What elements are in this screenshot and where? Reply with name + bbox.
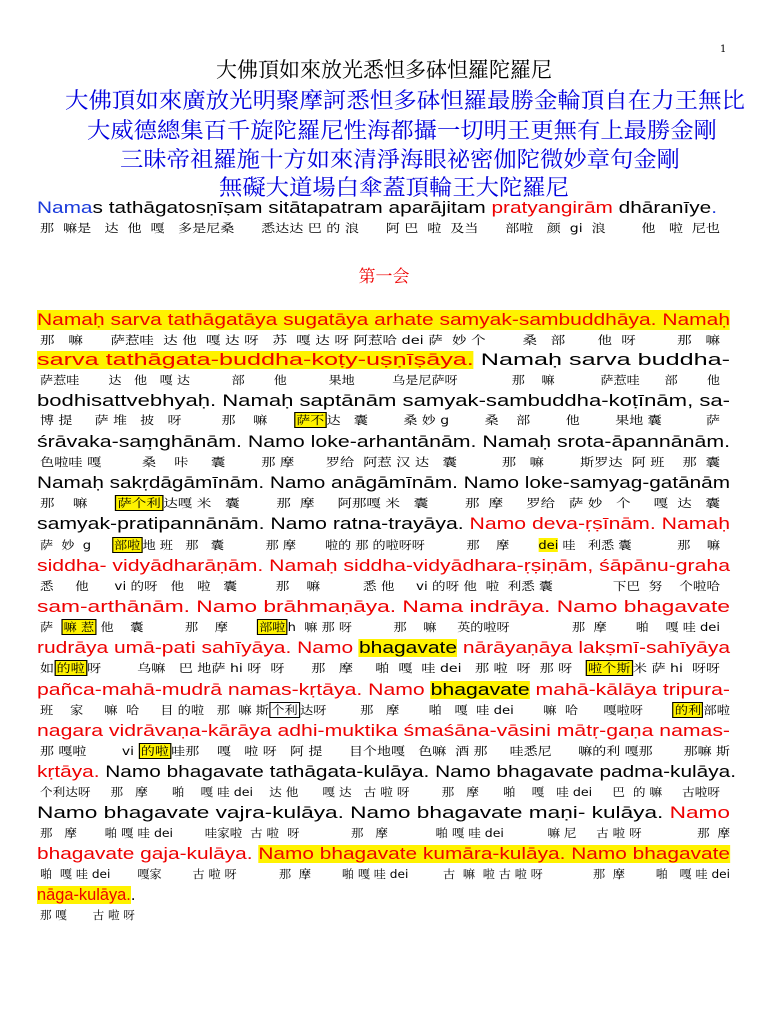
verse-line-8-chinese: 萨 嘛 惹 他 囊 那 摩 部啦 h 嘛 那 呀 那 嘛 英的啦呀 那 摩 啪 嘎 哇 dei bbox=[40, 620, 720, 634]
title-line-4: 無礙大道場白傘蓋頂輪王大陀羅尼 bbox=[218, 176, 569, 201]
verse-line-5: Namaḥ sakṛdāgāmīnām. Namo anāgāmīnām. Namo loke-samyag-gatānām bbox=[37, 474, 730, 492]
verse-line-11: nagara vidrāvaṇa-kārāya adhi-muktika śmaśāna-vāsini mātṛ-gaṇa namas- bbox=[37, 722, 730, 740]
verse-line-6: samyak-pratipannānām. Namo ratna-trayāya. Namo deva-ṛṣīnām. Namaḥ bbox=[37, 515, 730, 533]
verse-line-4: śrāvaka-saṃghānām. Namo loke-arhantānām. Namaḥ srota-āpannānām. bbox=[37, 433, 730, 451]
intro-romanization: Namas tathāgatosṇīṣam sitātapatram aparājitam pratyangirām dhāranīye. bbox=[37, 199, 717, 217]
intro-chinese: 那 嘛是 达 他 嘎 多是尼桑 悉达达 巴 的 浪 阿 巴 啦 及当 部啦 颜 gi 浪 他 啦 尼也 bbox=[40, 221, 720, 235]
verse-line-12: kṛtāya. Namo bhagavate tathāgata-kulāya. Namo bhagavate padma-kulāya. bbox=[37, 763, 736, 781]
verse-line-1: Namaḥ sarva tathāgatāya sugatāya arhate samyak-sambuddhāya. Namaḥ bbox=[37, 311, 730, 329]
verse-line-11-chinese: 那 嘎啦 vi 的啦 哇那 嘎 啦 呀 阿 提 目个地嘎 色嘛 酒 那 哇悉尼 嘛的利 嘎那 那嘛 斯 bbox=[40, 744, 730, 758]
verse-line-15-chinese: 那 嘎 古 啦 呀 bbox=[40, 908, 135, 922]
verse-line-9-chinese: 如 的啦 呀 乌嘛 巴 地萨 hi 呀 呀 那 摩 啪 嘎 哇 dei 那 啦 呀 那 呀 啦个斯 米 萨 hi 呀呀 bbox=[40, 661, 721, 675]
verse-line-12-chinese: 个利达呀 那 摩 啪 嘎 哇 dei 达 他 嘎 达 古 啦 呀 那 摩 啪 嘎 哇 dei 巴 的 嘛 古啦呀 bbox=[40, 785, 720, 799]
verse-line-3-chinese: 博 提 萨 堆 披 呀 那 嘛 萨不 达 囊 桑 妙 g 桑 部 他 果地 囊 萨 bbox=[40, 413, 720, 427]
verse-line-7-chinese: 悉 他 vi 的呀 他 啦 囊 那 嘛 悉 他 vi 的呀 他 啦 利悉 囊 下巴 努 个啦哈 bbox=[40, 579, 720, 593]
title-line-3: 三昧帝祖羅施十方如來清淨海眼祕密伽陀微妙章句金剛 bbox=[119, 148, 680, 173]
verse-line-7: siddha- vidyādharāṇām. Namaḥ siddha-vidyādhara-ṛṣiṇām, śāpānu-graha bbox=[37, 557, 730, 575]
page-number: 1 bbox=[720, 44, 727, 55]
verse-line-1-chinese: 那 嘛 萨惹哇 达 他 嘎 达 呀 苏 嘎 达 呀 阿惹哈 dei 萨 妙 个 桑 部 他 呀 那 嘛 bbox=[40, 333, 720, 347]
verse-line-4-chinese: 色啦哇 嘎 桑 咔 囊 那 摩 罗给 阿惹 汉 达 囊 那 嘛 斯罗达 阿 班 那 囊 bbox=[40, 455, 720, 469]
section-title: 第一会 bbox=[358, 267, 410, 287]
verse-line-2-chinese: 萨惹哇 达 他 嘎 达 部 他 果地 乌是尼萨呀 那 嘛 萨惹哇 部 他 bbox=[40, 373, 720, 387]
verse-line-10: pañca-mahā-mudrā namas-kṛtāya. Namo bhagavate mahā-kālāya tripura- bbox=[37, 681, 730, 699]
verse-line-8: sam-arthānām. Namo brāhmaṇāya. Nama indrāya. Namo bhagavate bbox=[37, 598, 730, 616]
verse-line-5-chinese: 那 嘛 萨个利 达嘎 米 囊 那 摩 阿那嘎 米 囊 那 摩 罗给 萨 妙 个 嘎 达 囊 bbox=[40, 496, 720, 510]
title-line-2: 大威德總集百千旋陀羅尼性海都攝一切明王更無有上最勝金剛 bbox=[86, 119, 717, 144]
verse-line-13: Namo bhagavate vajra-kulāya. Namo bhagavate maṇi- kulāya. Namo bbox=[37, 804, 730, 822]
verse-line-6-chinese: 萨 妙 g 部啦 地 班 那 囊 那 摩 啦的 那 的啦呀呀 那 摩 dei 哇 利悉 囊 那 嘛 bbox=[40, 538, 720, 552]
verse-line-3: bodhisattvebhyaḥ. Namaḥ saptānām samyak-sambuddha-koṭīnām, sa- bbox=[37, 392, 730, 410]
verse-line-14: bhagavate gaja-kulāya. Namo bhagavate kumāra-kulāya. Namo bhagavate bbox=[37, 845, 730, 863]
verse-line-15: nāga-kulāya.. bbox=[37, 886, 136, 904]
title-line-1: 大佛頂如來廣放光明聚摩訶悉怛多砵怛羅最勝金輪頂自在力王無比 bbox=[64, 89, 745, 114]
verse-line-9: rudrāya umā-pati sahīyāya. Namo bhagavate nārāyaṇāya lakṣmī-sahīyāya bbox=[37, 639, 730, 657]
verse-line-13-chinese: 那 摩 啪 嘎 哇 dei 哇家啦 古 啦 呀 那 摩 啪 嘎 哇 dei 嘛 尼 古 啦 呀 那 摩 bbox=[40, 826, 730, 840]
verse-line-14-chinese: 啪 嘎 哇 dei 嘎家 古 啦 呀 那 摩 啪 嘎 哇 dei 古 嘛 啦 古 啦 呀 那 摩 啪 嘎 哇 dei bbox=[40, 867, 730, 881]
verse-line-2: sarva tathāgata-buddha-koṭy-uṣṇīṣāya. Namaḥ sarva buddha- bbox=[37, 351, 730, 369]
title-main: 大佛頂如來放光悉怛多砵怛羅陀羅尼 bbox=[216, 58, 552, 82]
verse-line-10-chinese: 班 家 嘛 哈 目 的啦 那 嘛 斯 个利 达呀 那 摩 啪 嘎 哇 dei 嘛 哈 嘎啦呀 的利 部啦 bbox=[40, 703, 730, 717]
